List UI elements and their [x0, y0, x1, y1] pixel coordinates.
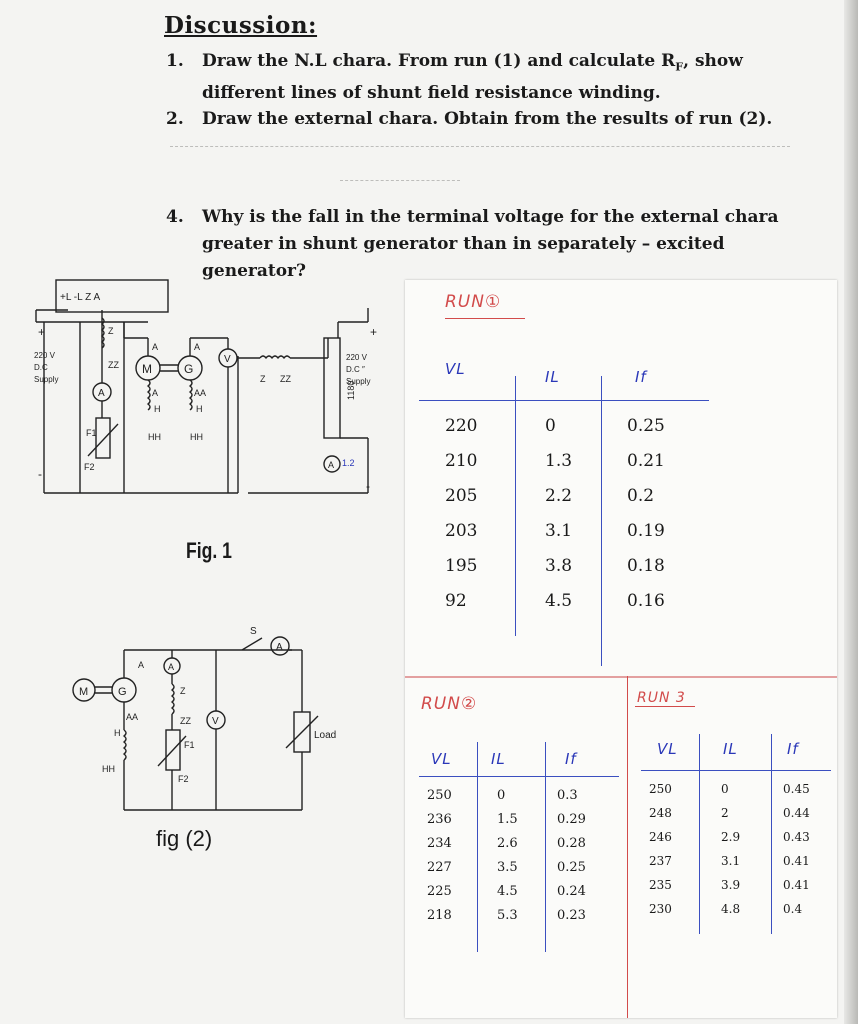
run1-row-1-col-2: 0	[545, 416, 556, 436]
motor-h-label: H	[154, 404, 161, 414]
figure-2-caption: fig (2)	[156, 826, 213, 851]
fig2-f2-label: F2	[178, 774, 189, 784]
run2-row-2-col-1: 236	[427, 812, 452, 827]
notebook-page	[405, 280, 837, 1018]
run3-row-4-col-2: 3.1	[721, 854, 741, 868]
run1-row-2-col-1: 210	[445, 451, 478, 471]
motor-hh-label: HH	[148, 432, 161, 442]
f1-label: F1	[86, 428, 97, 438]
run-divider	[627, 676, 628, 1018]
question-1-subscript: F	[675, 60, 684, 74]
fig2-load-label: Load	[314, 730, 337, 741]
separate-field-coil	[260, 356, 290, 358]
fig2-h-label: H	[114, 728, 121, 738]
run2-header-if: If	[565, 750, 577, 768]
run2-row-1-col-2: 0	[497, 788, 506, 803]
run3-col-rule-1	[699, 734, 700, 934]
run1-row-3-col-2: 2.2	[545, 486, 573, 506]
run1-header-vl: VL	[445, 360, 466, 378]
run1-col-rule-2	[601, 376, 602, 666]
run2-row-6-col-2: 5.3	[497, 908, 518, 923]
motor-a-label: A	[152, 342, 159, 352]
motor-ammeter-label: A	[98, 388, 105, 399]
run2-row-5-col-1: 225	[427, 884, 452, 899]
fig2-field-ammeter-label: A	[168, 662, 175, 672]
run1-row-6-col-3: 0.16	[627, 591, 665, 611]
f2-label: F2	[84, 462, 95, 472]
run2-row-4-col-3: 0.25	[557, 860, 586, 875]
field-ammeter-label: A	[328, 460, 335, 470]
run3-header-if: If	[787, 740, 799, 758]
run3-title-underline	[635, 706, 695, 707]
fig2-series-coil	[124, 730, 126, 760]
run2-row-6-col-1: 218	[427, 908, 452, 923]
run2-row-5-col-3: 0.24	[557, 884, 586, 899]
run1-row-6-col-1: 92	[445, 591, 467, 611]
run1-title-underline	[445, 318, 525, 319]
run3-row-2-col-3: 0.44	[783, 806, 810, 820]
notebook-red-line	[405, 676, 837, 678]
sep-z-label: Z	[260, 374, 266, 384]
fig2-a-label: A	[138, 660, 145, 670]
run2-row-3-col-1: 234	[427, 836, 452, 851]
run1-row-2-col-3: 0.21	[627, 451, 665, 471]
fig2-shunt-coil	[172, 684, 174, 714]
right-supply-line-3: Supply	[346, 377, 371, 386]
question-1-line-2: different lines of shunt field resistance winding.	[202, 83, 661, 104]
run1-row-2-col-2: 1.3	[545, 451, 573, 471]
question-1-line-1-end: , show	[683, 51, 743, 71]
fig2-load-ammeter-label: A	[276, 642, 283, 653]
generator-series-coil	[190, 380, 192, 410]
load-rheostat	[324, 338, 340, 438]
fig2-hh-label: HH	[102, 764, 115, 774]
motor-label: M	[142, 362, 152, 376]
discussion-heading: Discussion:	[164, 12, 318, 39]
left-supply-line-3: Supply	[34, 375, 59, 384]
run3-row-5-col-3: 0.41	[783, 878, 810, 892]
question-2-number: 2.	[166, 109, 184, 129]
run3-col-rule-2	[771, 734, 772, 934]
run3-header-il: IL	[723, 740, 738, 758]
motor-series-coil	[148, 380, 150, 410]
question-4	[166, 204, 806, 285]
run3-row-3-col-3: 0.43	[783, 830, 810, 844]
run1-row-3-col-1: 205	[445, 486, 478, 506]
figure-2-diagram	[62, 620, 352, 824]
run1-row-1-col-3: 0.25	[627, 416, 665, 436]
run1-row-1-col-1: 220	[445, 416, 478, 436]
fig2-aa-label: AA	[126, 712, 139, 722]
question-4-line-2: greater in shunt generator than in separately – excited generator?	[202, 234, 725, 281]
field-rheostat	[96, 418, 110, 458]
run3-row-1-col-2: 0	[721, 782, 729, 796]
fig2-switch-label: S	[250, 626, 257, 637]
run1-row-5-col-3: 0.18	[627, 556, 665, 576]
run3-row-1-col-1: 250	[649, 782, 672, 796]
run2-col-rule-2	[545, 742, 546, 952]
run3-row-1-col-3: 0.45	[783, 782, 810, 796]
crossed-out-mark	[340, 180, 460, 185]
left-supply-line-2: D.C	[34, 363, 48, 372]
run2-row-3-col-3: 0.28	[557, 836, 586, 851]
run1-row-5-col-2: 3.8	[545, 556, 573, 576]
sep-zz-label: ZZ	[280, 374, 291, 384]
run1-title: RUN①	[445, 292, 502, 312]
fig2-z-label: Z	[180, 686, 186, 696]
run2-header-vl: VL	[431, 750, 452, 768]
question-4-number: 4.	[166, 207, 184, 227]
run3-row-3-col-1: 246	[649, 830, 672, 844]
fig2-motor-label: M	[79, 686, 89, 698]
left-supply-line-1: 220 V	[34, 351, 55, 360]
gen-hh-label: HH	[190, 432, 203, 442]
crossed-out-question-3	[170, 146, 790, 155]
fig2-voltmeter-label: V	[212, 716, 219, 727]
run1-row-3-col-3: 0.2	[627, 486, 655, 506]
run1-row-4-col-2: 3.1	[545, 521, 573, 541]
run2-title: RUN②	[421, 694, 478, 714]
run2-row-2-col-3: 0.29	[557, 812, 586, 827]
run3-header-vl: VL	[657, 740, 678, 758]
run2-row-2-col-2: 1.5	[497, 812, 518, 827]
zz-label: ZZ	[108, 360, 119, 370]
run3-row-6-col-1: 230	[649, 902, 672, 916]
fig2-f1-label: F1	[184, 740, 195, 750]
right-supply-line-1: 220 V	[346, 353, 367, 362]
run3-row-3-col-2: 2.9	[721, 830, 741, 844]
run3-row-5-col-1: 235	[649, 878, 672, 892]
run2-row-1-col-3: 0.3	[557, 788, 578, 803]
left-minus: -	[38, 467, 42, 481]
run1-row-4-col-1: 203	[445, 521, 478, 541]
run1-row-5-col-1: 195	[445, 556, 478, 576]
figure-1-caption: Fig. 1	[186, 538, 232, 563]
run2-col-rule-1	[477, 742, 478, 952]
run1-header-rule	[419, 400, 709, 401]
fig2-zz-label: ZZ	[180, 716, 191, 726]
run3-row-4-col-1: 237	[649, 854, 672, 868]
run3-header-rule	[641, 770, 831, 771]
z-label: Z	[108, 326, 114, 336]
question-1	[166, 48, 806, 107]
gen-a-label: A	[194, 342, 201, 352]
run1-header-if: If	[635, 368, 647, 386]
right-plus: +	[370, 325, 378, 339]
run3-row-2-col-1: 248	[649, 806, 672, 820]
run3-row-4-col-3: 0.41	[783, 854, 810, 868]
right-minus: -	[366, 479, 370, 493]
voltmeter-label: V	[224, 354, 231, 365]
field-ammeter-note: 1.2	[342, 458, 355, 468]
run3-title: RUN 3	[637, 690, 686, 706]
gen-h-label: H	[196, 404, 203, 414]
run1-header-il: IL	[545, 368, 560, 386]
question-2	[166, 106, 806, 133]
page-edge-shadow	[844, 0, 858, 1024]
run3-row-2-col-2: 2	[721, 806, 729, 820]
switch-labels: +L -L Z A	[60, 292, 101, 303]
run3-row-6-col-3: 0.4	[783, 902, 803, 916]
rheostat-label: 1180	[346, 380, 356, 400]
question-4-line-1: Why is the fall in the terminal voltage for the external chara	[202, 207, 779, 227]
run1-row-4-col-3: 0.19	[627, 521, 665, 541]
fig2-generator-label: G	[118, 686, 127, 698]
generator-label: G	[184, 362, 194, 376]
gen-aa-label: AA	[194, 388, 207, 398]
run2-row-3-col-2: 2.6	[497, 836, 518, 851]
run1-row-6-col-2: 4.5	[545, 591, 573, 611]
left-plus: +	[38, 325, 46, 339]
question-2-text: Draw the external chara. Obtain from the results of run (2).	[202, 109, 773, 129]
run3-row-6-col-2: 4.8	[721, 902, 741, 916]
figure-1-diagram	[28, 278, 398, 514]
run3-row-5-col-2: 3.9	[721, 878, 741, 892]
run2-row-6-col-3: 0.23	[557, 908, 586, 923]
question-1-line-1: Draw the N.L chara. From run (1) and calculate R	[202, 51, 676, 71]
right-supply-line-2: D.C ″	[346, 365, 365, 374]
run2-row-5-col-2: 4.5	[497, 884, 518, 899]
question-1-number: 1.	[166, 51, 184, 71]
run2-row-1-col-1: 250	[427, 788, 452, 803]
run2-row-4-col-2: 3.5	[497, 860, 518, 875]
run1-col-rule-1	[515, 376, 516, 636]
motor-aa-label: A	[152, 388, 159, 398]
run2-header-rule	[419, 776, 619, 777]
run2-row-4-col-1: 227	[427, 860, 452, 875]
run2-header-il: IL	[491, 750, 506, 768]
